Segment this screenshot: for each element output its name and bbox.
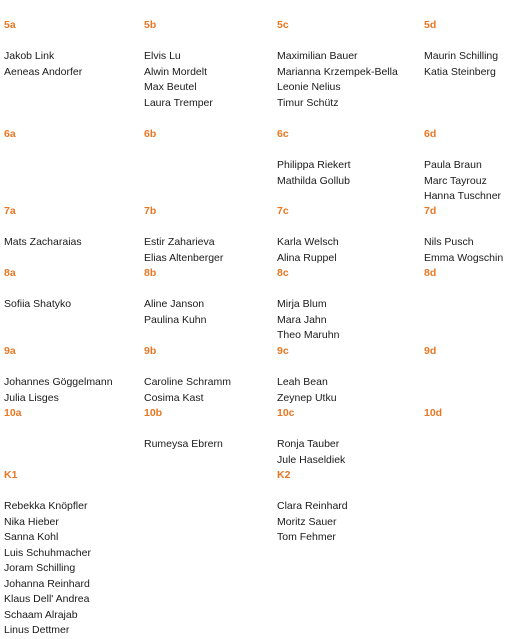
student-name: Elvis Lu — [144, 50, 181, 62]
student-name: Emma Wogschin — [424, 251, 504, 264]
student-name: Maurin Schilling — [424, 50, 499, 62]
class-heading: 9d — [424, 345, 437, 357]
class-block-8c — [277, 266, 339, 344]
student-name: Linus Dettmer — [4, 624, 70, 636]
class-block-10b — [144, 406, 223, 453]
student-name: Elias Altenberger — [144, 251, 224, 264]
class-heading: 8a — [4, 267, 16, 279]
class-block-7a — [4, 204, 82, 251]
class-heading: 6d — [424, 128, 437, 140]
class-block-9b — [144, 344, 231, 406]
student-name: Theo Maruhn — [277, 329, 340, 341]
student-name: Johanna Reinhard — [4, 577, 90, 590]
student-name: Julia Lisges — [4, 391, 59, 404]
class-heading: 9a — [4, 345, 16, 357]
student-name: Paula Braun — [424, 159, 482, 171]
student-name: Luis Schuhmacher — [4, 546, 91, 559]
student-name: Jakob Link — [4, 50, 55, 62]
student-name: Sofiia Shatyko — [4, 298, 72, 310]
class-heading: 7a — [4, 205, 16, 217]
class-block-k1 — [4, 468, 91, 639]
student-name: Schaam Alrajab — [4, 608, 78, 621]
student-name: Mara Jahn — [277, 313, 327, 326]
class-block-6d — [424, 127, 501, 205]
class-heading: 6c — [277, 128, 289, 140]
student-name: Aline Janson — [144, 298, 205, 310]
student-name: Joram Schilling — [4, 562, 76, 574]
student-name: Tom Fehmer — [277, 531, 336, 543]
student-name: Leonie Nelius — [277, 81, 341, 93]
student-name: Alina Ruppel — [277, 251, 337, 264]
class-heading: 6b — [144, 128, 157, 140]
student-name: Nika Hieber — [4, 515, 59, 528]
student-name: Nils Pusch — [424, 236, 474, 248]
class-block-5d — [424, 18, 498, 80]
student-name: Zeynep Utku — [277, 391, 337, 404]
class-block-k2 — [277, 468, 348, 546]
class-heading: K1 — [4, 469, 18, 481]
student-name: Philippa Riekert — [277, 159, 351, 171]
class-heading: 8b — [144, 267, 157, 279]
class-heading: 5b — [144, 19, 157, 31]
class-heading: 8d — [424, 267, 437, 279]
class-block-10c — [277, 406, 345, 468]
student-name: Klaus Dell' Andrea — [4, 593, 90, 605]
student-name: Aeneas Andorfer — [4, 65, 83, 78]
class-block-9d — [424, 344, 436, 375]
student-name: Moritz Sauer — [277, 515, 337, 528]
student-name: Sanna Kohl — [4, 531, 59, 543]
class-heading: 5c — [277, 19, 289, 31]
student-name: Mats Zacharaias — [4, 236, 82, 248]
class-heading: 5d — [424, 19, 437, 31]
class-heading: 10d — [424, 407, 443, 419]
class-block-6a — [4, 127, 16, 158]
student-name: Katia Steinberg — [424, 65, 496, 78]
class-heading: 7d — [424, 205, 437, 217]
class-heading: 10c — [277, 407, 295, 419]
class-block-9a — [4, 344, 113, 406]
class-block-7b — [144, 204, 223, 266]
class-block-9c — [277, 344, 337, 406]
class-heading: 9c — [277, 345, 289, 357]
student-name: Clara Reinhard — [277, 500, 348, 512]
student-name: Marianna Krzempek-Bella — [277, 65, 398, 78]
class-block-5b — [144, 18, 213, 111]
class-heading: K2 — [277, 469, 291, 481]
class-heading: 9b — [144, 345, 157, 357]
class-block-7c — [277, 204, 339, 266]
student-name: Timur Schütz — [277, 96, 339, 109]
student-name: Hanna Tuschner — [424, 190, 502, 202]
student-name: Laura Tremper — [144, 96, 213, 109]
class-block-10d — [424, 406, 442, 437]
student-name: Jule Haseldiek — [277, 453, 346, 466]
student-name: Ronja Tauber — [277, 438, 340, 450]
student-name: Marc Tayrouz — [424, 174, 487, 187]
class-block-5c — [277, 18, 398, 111]
class-block-6b — [144, 127, 156, 158]
class-heading: 10b — [144, 407, 163, 419]
class-block-7d — [424, 204, 503, 266]
student-name: Rumeysa Ebrern — [144, 438, 223, 450]
student-name: Caroline Schramm — [144, 376, 231, 388]
student-name: Maximilian Bauer — [277, 50, 358, 62]
class-block-6c — [277, 127, 351, 189]
student-name: Johannes Göggelmann — [4, 376, 113, 388]
class-heading: 6a — [4, 128, 16, 140]
student-name: Rebekka Knöpfler — [4, 500, 88, 512]
student-name: Max Beutel — [144, 81, 197, 93]
class-block-5a — [4, 18, 82, 80]
class-block-8d — [424, 266, 436, 297]
class-heading: 5a — [4, 19, 16, 31]
student-name: Mirja Blum — [277, 298, 327, 310]
class-heading: 7b — [144, 205, 157, 217]
student-name: Karla Welsch — [277, 236, 339, 248]
student-name: Paulina Kuhn — [144, 313, 207, 326]
class-block-8a — [4, 266, 71, 313]
class-heading: 10a — [4, 407, 22, 419]
student-name: Alwin Mordelt — [144, 65, 208, 78]
student-name: Cosima Kast — [144, 391, 204, 404]
class-block-8b — [144, 266, 206, 328]
class-heading: 8c — [277, 267, 289, 279]
class-heading: 7c — [277, 205, 289, 217]
student-name: Mathilda Gollub — [277, 174, 350, 187]
class-block-10a — [4, 406, 22, 437]
student-name: Leah Bean — [277, 376, 328, 388]
student-name: Estir Zaharieva — [144, 236, 215, 248]
